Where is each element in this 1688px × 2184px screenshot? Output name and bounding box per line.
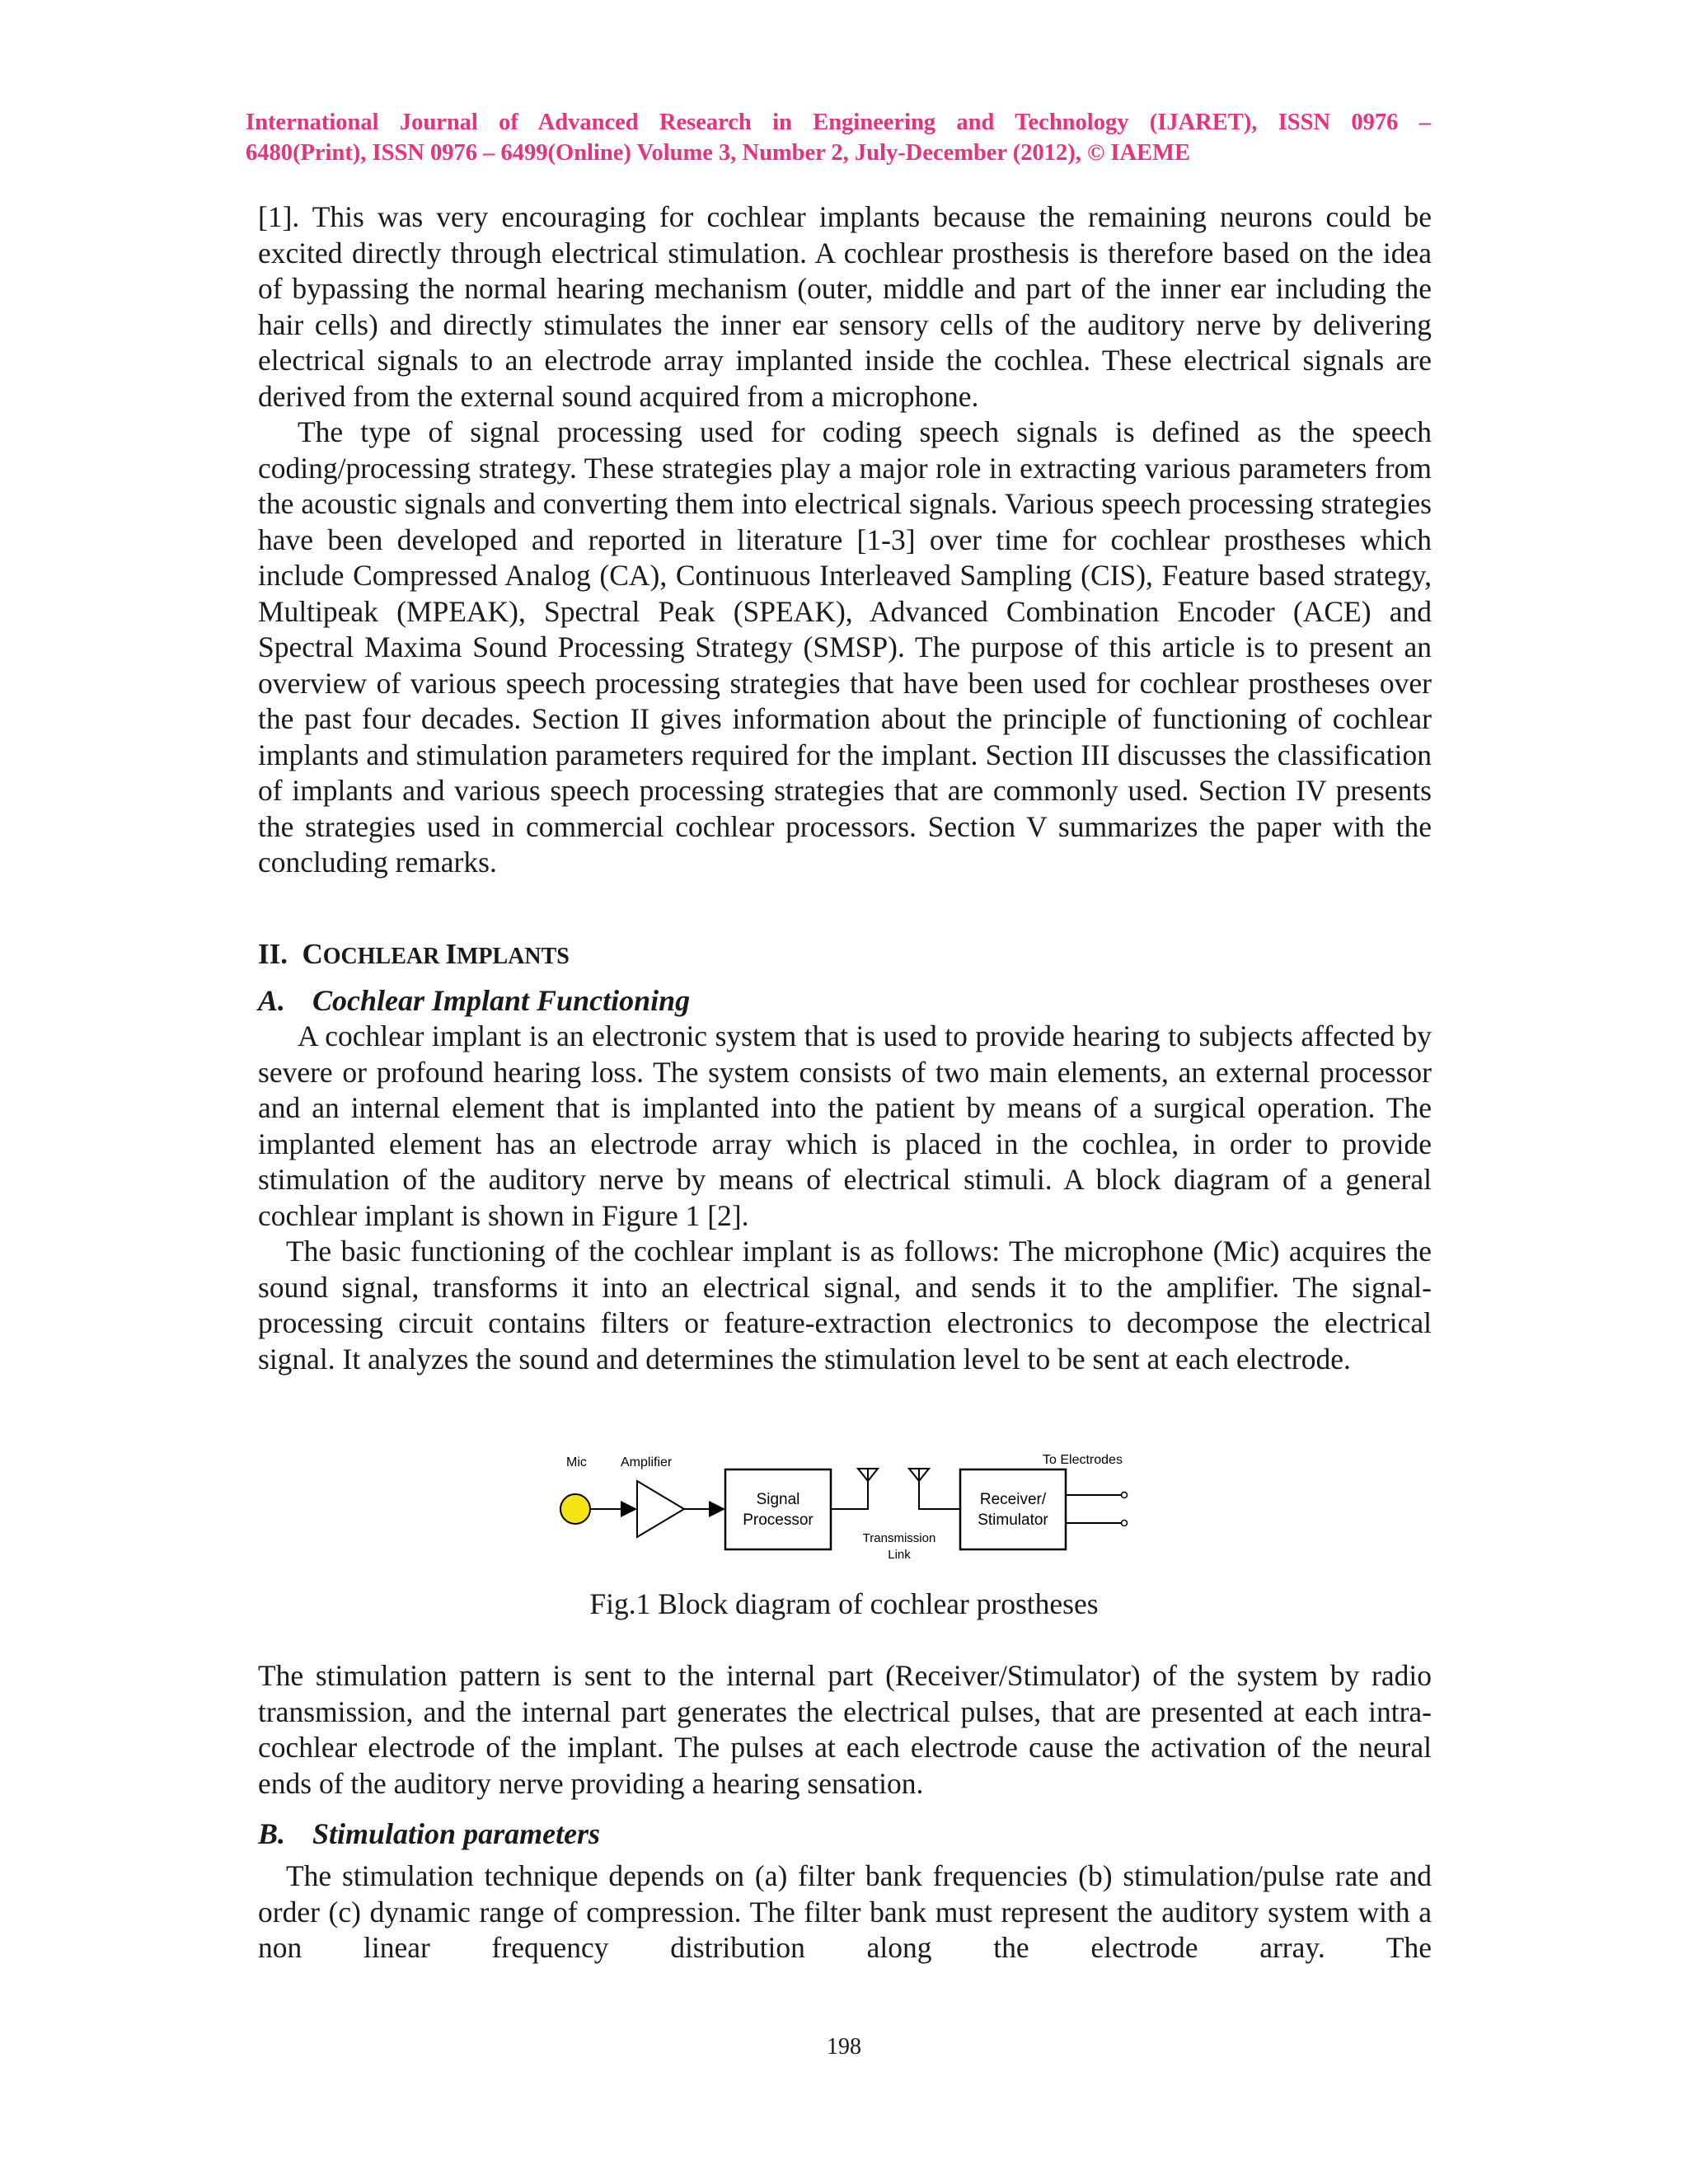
mic-label: Mic	[566, 1455, 587, 1469]
figure-caption: Fig.1 Block diagram of cochlear prostheses	[589, 1587, 1099, 1620]
journal-header-line-1: International Journal of Advanced Research in Engineering and Technology (IJARET), ISSN 0976 –	[246, 110, 1431, 135]
receiver-stimulator-box	[960, 1469, 1066, 1549]
block-diagram-figure	[544, 1446, 1154, 1570]
signal-processor-label-2: Processor	[743, 1511, 814, 1529]
intro-section	[258, 199, 1432, 881]
intro-paragraph-1: [1]. This was very encouraging for cochlear implants because the remaining neurons could be excited directly through electrical stimulation. A cochlear prosthesis is therefore based on the idea of bypassing the normal hearing mechanism (outer, middle and part of the inner ear including the hair cells) and directly stimulates the inner ear sensory cells of the auditory nerve by delivering electrical signals to an electrode array implanted inside the cochlea. These electrical signals are derived from the external sound acquired from a microphone.	[258, 200, 1432, 413]
subsection-b-title: Stimulation parameters	[312, 1817, 601, 1850]
section-heading	[258, 938, 570, 971]
post-figure-paragraph: The stimulation pattern is sent to the internal part (Receiver/Stimulator) of the system by radio transmission, and the internal part generates the electrical pulses, that are presented at each intra-cochlear electrode of the implant. The pulses at each electrode cause the activation of the neural ends of the auditory nerve providing a hearing sensation.	[258, 1659, 1432, 1800]
subsection-b-number: B.	[258, 1817, 286, 1850]
journal-header-line-2: 6480(Print), ISSN 0976 – 6499(Online) Volume 3, Number 2, July-December (2012), © IAEME	[246, 140, 1190, 166]
subsection-a-paragraph-2: The basic functioning of the cochlear implant is as follows: The microphone (Mic) acquires the sound signal, transforms it into an electrical signal, and sends it to the amplifier. The signal-processing circuit contains filters or feature-extraction electronics to decompose the electrical signal. It analyzes the sound and determines the stimulation level to be sent at each electrode.	[258, 1235, 1432, 1376]
to-electrodes-label: To Electrodes	[1043, 1453, 1123, 1467]
transmitter-antenna-icon	[831, 1469, 878, 1509]
receiver-antenna-icon	[909, 1469, 960, 1509]
subsection-a-heading	[258, 983, 690, 1018]
amplifier-label: Amplifier	[621, 1455, 673, 1469]
signal-processor-label-1: Signal	[756, 1491, 800, 1508]
amplifier-icon	[637, 1481, 684, 1537]
electrode-leads	[1066, 1493, 1128, 1526]
intro-paragraph-2: The type of signal processing used for coding speech signals is defined as the speech coding/processing strategy. These strategies play a major role in extracting various parameters from the acoustic signals and converting them into electrical signals. Various speech processing strategies have been developed and reported in literature [1-3] over time for cochlear prostheses which include Compressed Analog (CA), Continuous Interleaved Sampling (CIS), Feature based strategy, Multipeak (MPEAK), Spectral Peak (SPEAK), Advanced Combination Encoder (ACE) and Spectral Maxima Sound Processing Strategy (SMSP). The purpose of this article is to present an overview of various speech processing strategies that have been used for cochlear prostheses over the past four decades. Section II gives information about the principle of functioning of cochlear implants and stimulation parameters required for the implant. Section III discusses the classification of implants and various speech processing strategies that are commonly used. Section IV presents the strategies used in commercial cochlear processors. Section V summarizes the paper with the concluding remarks.	[258, 415, 1432, 879]
journal-header	[246, 107, 1431, 168]
receiver-stimulator-label-1: Receiver/	[979, 1491, 1047, 1508]
subsection-b-body	[258, 1858, 1432, 1966]
transmission-link-label-2: Link	[888, 1548, 911, 1562]
block-diagram	[544, 1446, 1154, 1570]
signal-processor-box	[725, 1469, 831, 1549]
page-number: 198	[827, 2034, 861, 2060]
receiver-stimulator-label-2: Stimulator	[978, 1511, 1048, 1529]
subsection-b-heading	[258, 1816, 600, 1851]
subsection-b-paragraph: The stimulation technique depends on (a) filter bank frequencies (b) stimulation/pulse rate and order (c) dynamic range of compression. The filter bank must represent the auditory system with a non linear frequency distribution along the electrode array. The	[258, 1859, 1432, 1964]
microphone-icon	[560, 1494, 590, 1524]
subsection-a-number: A.	[258, 984, 286, 1017]
subsection-a-paragraph-1: A cochlear implant is an electronic system that is used to provide hearing to subjects affected by severe or profound hearing loss. The system consists of two main elements, an external processor and an internal element that is implanted into the patient by means of a surgical operation. The implanted element has an electrode array which is placed in the cochlea, in order to provide stimulation of the auditory nerve by means of electrical stimuli. A block diagram of a general cochlear implant is shown in Figure 1 [2].	[258, 1019, 1432, 1232]
section-number: II.	[258, 938, 288, 970]
transmission-link-label-1: Transmission	[862, 1531, 936, 1545]
subsection-a-body	[258, 1019, 1432, 1377]
section-title-part-2: MPLANTS	[456, 944, 570, 969]
section-title-part-1: OCHLEAR	[322, 944, 446, 969]
subsection-a-title: Cochlear Implant Functioning	[312, 984, 691, 1017]
post-figure-section	[258, 1658, 1432, 1802]
section-title-initial-c: C	[302, 938, 323, 970]
section-title-initial-i: I	[445, 938, 457, 970]
